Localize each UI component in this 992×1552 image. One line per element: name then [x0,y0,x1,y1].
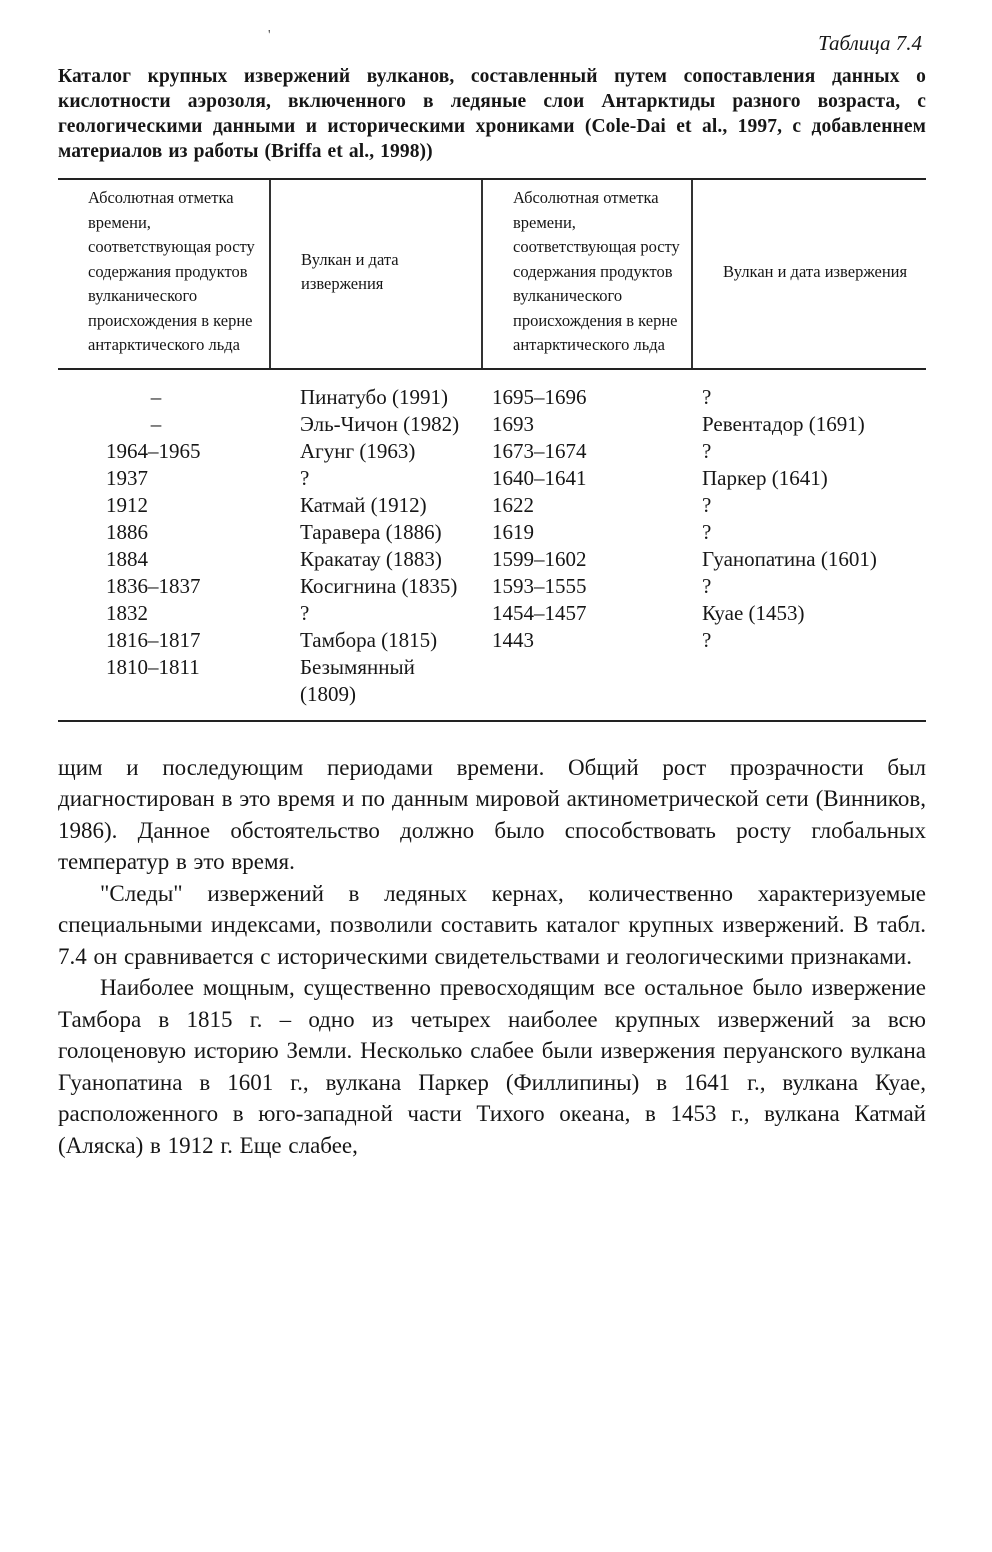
table-bottom-rule [58,720,926,722]
volcano-cell [692,370,926,411]
volcano-cell-text: Таравера (1886) [300,519,442,544]
volcano-cell-text: Пинатубо (1991) [300,384,448,409]
time-cell-text: 1599–1602 [492,546,587,571]
time-cell-text: 1443 [492,627,534,652]
volcano-cell [692,573,926,600]
volcano-cell-text: ? [300,465,310,490]
header-time-right: Абсолютная отметка времени, соответствующая росту содержания продуктов вулканического происхождения в керне антарктического льда [482,180,692,368]
table-row [58,370,926,411]
page [58,30,926,1161]
time-cell [482,654,692,708]
volcano-cell-text: Катмай (1912) [300,492,427,517]
paragraph: Наиболее мощным, существенно превосходящим все остальное было извержение Тамбора в 1815 г. – одно из четырех наиболее крупных извержений за всю голоценовую историю Земли. Несколько слабее были извержения перуанского вулкана Гуанопатина в 1601 г., вулкана Паркер (Филлипины) в 1641 г., вулкана Куае, расположенного в юго-западной части Тихого океана, в 1453 г., вулкана Катмай (Аляска) в 1912 г. Еще слабее, [58,975,926,1158]
time-cell [482,546,692,573]
table-row [58,654,926,708]
time-cell [58,411,270,438]
volcano-cell [270,627,482,654]
time-cell [58,465,270,492]
time-cell-text: 1886 [106,519,148,544]
time-cell-text: 1640–1641 [492,465,587,490]
time-cell [58,546,270,573]
time-cell [482,465,692,492]
volcano-cell [270,370,482,411]
header-volcano-right [692,180,926,368]
volcano-cell-text: Косигнина (1835) [300,573,458,598]
volcano-cell-text: ? [702,519,712,544]
volcano-cell-text: ? [702,438,712,463]
volcano-cell-text: Куае (1453) [702,600,805,625]
volcano-cell [692,438,926,465]
volcano-cell [692,546,926,573]
time-cell-text: 1695–1696 [492,384,587,409]
time-cell-text: 1884 [106,546,148,571]
table-row [58,411,926,438]
time-cell-text: 1964–1965 [106,438,201,463]
time-cell-text: 1836–1837 [106,573,201,598]
time-cell [482,519,692,546]
time-cell-text: 1693 [492,411,534,436]
time-cell-text: – [150,411,162,436]
scan-mark: ' [268,28,271,43]
volcano-cell [270,411,482,438]
time-cell [482,600,692,627]
volcano-cell [692,519,926,546]
volcano-cell-text: Кракатау (1883) [300,546,442,571]
volcano-cell [270,546,482,573]
time-cell-text: 1832 [106,600,148,625]
volcano-cell-text: ? [702,492,712,517]
time-cell [58,573,270,600]
table-row [58,438,926,465]
time-cell [482,370,692,411]
time-cell [482,627,692,654]
table-body [58,370,926,708]
volcano-cell [692,654,926,708]
table-row [58,600,926,627]
header-volcano-right-text: Вулкан и дата извержения [723,261,908,281]
volcano-cell [270,438,482,465]
time-cell-text: 1912 [106,492,148,517]
volcano-cell-text: ? [702,573,712,598]
paragraph: щим и последующим периодами времени. Общий рост прозрачности был диагностирован в это время и по данным мировой актинометрической сети (Винников, 1986). Данное обстоятельство должно было способствовать росту глобальных температур в это время. [58,754,926,874]
header-time-left: Абсолютная отметка времени, соответствующая росту содержания продуктов вулканического происхождения в керне антарктического льда [58,180,270,368]
time-cell-text: – [150,384,162,409]
time-cell-text: 1937 [106,465,148,490]
volcano-cell [270,465,482,492]
volcano-cell-text: Безымянный (1809) [300,654,415,706]
volcano-cell-text: Тамбора (1815) [300,627,438,652]
time-cell [482,573,692,600]
header-volcano-left-text: Вулкан и дата извержения [301,249,399,293]
volcano-catalog-table [58,180,926,708]
volcano-cell-text: ? [300,600,310,625]
time-cell-text: 1622 [492,492,534,517]
table-row [58,519,926,546]
table-row [58,627,926,654]
time-cell [58,654,270,708]
table-number: Таблица 7.4 [818,31,922,55]
table-row [58,465,926,492]
volcano-cell-text: Паркер (1641) [702,465,828,490]
volcano-cell [270,519,482,546]
header-volcano-left [270,180,482,368]
time-cell [58,492,270,519]
volcano-cell [270,492,482,519]
table-row [58,573,926,600]
table-caption: Каталог крупных извержений вулканов, составленный путем сопоставления данных о кислотности аэрозоля, включенного в ледяные слои Антарктиды разного возраста, с геологическими данными и историческими хрониками (Cole-Dai et al., 1997, с добавленнем материалов из работы (Briffa et al., 1998)) [58,66,926,162]
volcano-cell-text: Агунг (1963) [300,438,416,463]
body-text [58,752,926,1162]
time-cell-text: 1454–1457 [492,600,587,625]
time-cell [482,411,692,438]
volcano-cell [692,465,926,492]
volcano-cell [270,573,482,600]
time-cell [58,370,270,411]
volcano-cell [270,654,482,708]
time-cell-text: 1619 [492,519,534,544]
time-cell [58,519,270,546]
time-cell [58,600,270,627]
table-row [58,492,926,519]
time-cell [482,438,692,465]
volcano-cell-text: Ревентадор (1691) [702,411,865,436]
time-cell-text: 1810–1811 [106,654,200,679]
time-cell [58,627,270,654]
time-cell-text: 1593–1555 [492,573,587,598]
table-row [58,546,926,573]
volcano-cell [692,627,926,654]
volcano-cell [692,600,926,627]
volcano-cell [270,600,482,627]
time-cell-text: 1673–1674 [492,438,587,463]
paragraph: "Следы" извержений в ледяных кернах, количественно характеризуемые специальными индексами, позволили составить каталог крупных извержений. В табл. 7.4 он сравнивается с историческими свидетельствами и геологическими признаками. [58,880,926,969]
volcano-cell [692,411,926,438]
time-cell [58,438,270,465]
time-cell-text: 1816–1817 [106,627,201,652]
volcano-cell-text: Гуанопатина (1601) [702,546,877,571]
volcano-cell-text: ? [702,627,712,652]
volcano-cell [692,492,926,519]
table-header-row [58,180,926,368]
volcano-cell-text: Эль-Чичон (1982) [300,411,460,436]
volcano-cell-text: ? [702,384,712,409]
time-cell [482,492,692,519]
